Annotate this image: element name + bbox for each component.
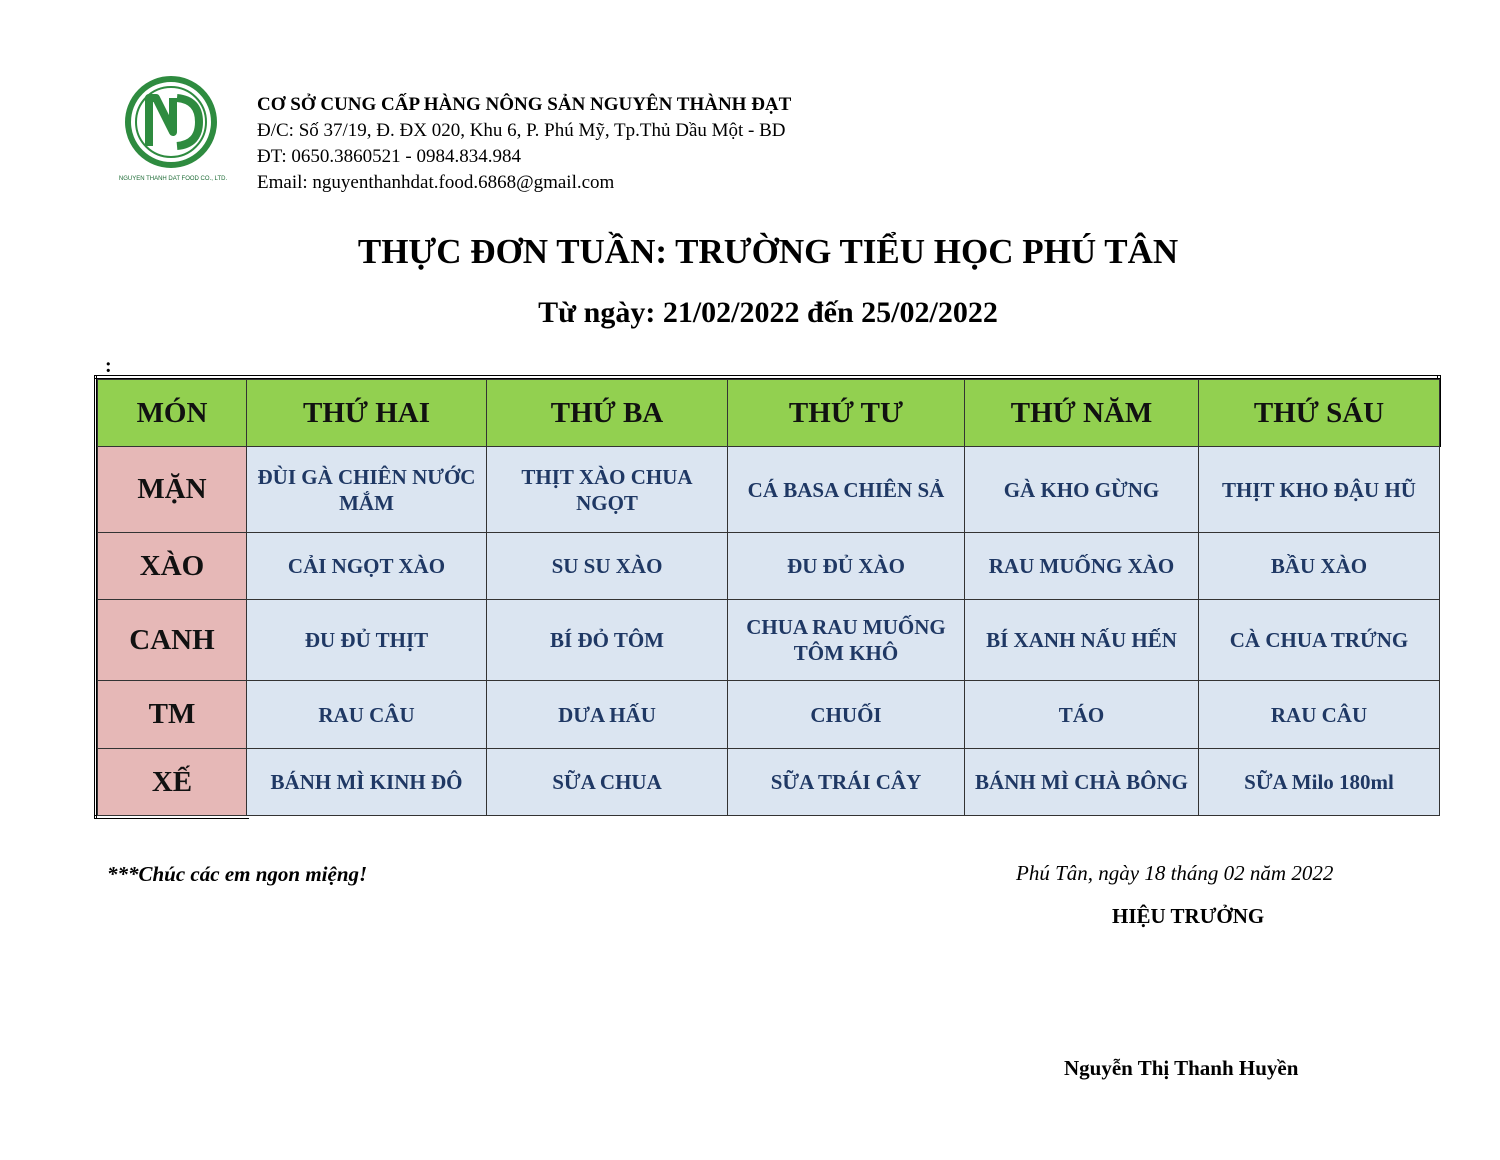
menu-cell: BÁNH MÌ KINH ĐÔ — [247, 749, 487, 816]
company-email: Email: nguyenthanhdat.food.6868@gmail.com — [257, 172, 615, 193]
table-row — [98, 600, 1440, 681]
table-row — [98, 749, 1440, 816]
header-tuesday: THỨ BA — [487, 380, 728, 447]
menu-cell: RAU CÂU — [247, 681, 487, 749]
row-label: XẾ — [98, 749, 247, 816]
company-name: CƠ SỞ CUNG CẤP HÀNG NÔNG SẢN NGUYÊN THÀNH ĐẠT — [257, 94, 792, 115]
menu-cell: GÀ KHO GỪNG — [965, 447, 1199, 533]
menu-title: THỰC ĐƠN TUẦN: TRƯỜNG TIỂU HỌC PHÚ TÂN — [357, 232, 1179, 271]
header-thursday: THỨ NĂM — [965, 380, 1199, 447]
logo-caption: NGUYEN THANH DAT FOOD CO., LTD. — [118, 176, 228, 182]
menu-cell: RAU CÂU — [1199, 681, 1440, 749]
menu-cell: ĐU ĐỦ THỊT — [247, 600, 487, 681]
table-row — [98, 681, 1440, 749]
nd-logo-icon — [125, 76, 217, 168]
header-monday: THỨ HAI — [247, 380, 487, 447]
header-wednesday: THỨ TƯ — [728, 380, 965, 447]
company-address: Đ/C: Số 37/19, Đ. ĐX 020, Khu 6, P. Phú Mỹ, Tp.Thủ Dầu Một - BD — [257, 120, 786, 141]
company-info — [257, 92, 791, 196]
menu-cell: ĐU ĐỦ XÀO — [728, 533, 965, 600]
menu-cell: BẦU XÀO — [1199, 533, 1440, 600]
header-row — [98, 380, 1440, 447]
row-label: TM — [98, 681, 247, 749]
menu-cell: DƯA HẤU — [487, 681, 728, 749]
stray-marker: : — [105, 355, 112, 377]
menu-cell: TÁO — [965, 681, 1199, 749]
menu-cell: CHUA RAU MUỐNG TÔM KHÔ — [728, 600, 965, 681]
row-label: CANH — [98, 600, 247, 681]
table-row — [98, 533, 1440, 600]
menu-cell: SU SU XÀO — [487, 533, 728, 600]
signer-name: Nguyễn Thị Thanh Huyền — [1064, 1056, 1299, 1080]
menu-cell: THỊT XÀO CHUA NGỌT — [487, 447, 728, 533]
menu-cell: CẢI NGỌT XÀO — [247, 533, 487, 600]
menu-cell: CHUỐI — [728, 681, 965, 749]
menu-cell: RAU MUỐNG XÀO — [965, 533, 1199, 600]
place-date: Phú Tân, ngày 18 tháng 02 năm 2022 — [1016, 861, 1334, 885]
header-dish: MÓN — [98, 380, 247, 447]
row-label: XÀO — [98, 533, 247, 600]
closing-wish: ***Chúc các em ngon miệng! — [107, 862, 368, 886]
menu-cell: SỮA TRÁI CÂY — [728, 749, 965, 816]
menu-cell: CÀ CHUA TRỨNG — [1199, 600, 1440, 681]
menu-cell: SỮA CHUA — [487, 749, 728, 816]
menu-cell: SỮA Milo 180ml — [1199, 749, 1440, 816]
menu-cell: BÍ ĐỎ TÔM — [487, 600, 728, 681]
weekly-menu-table — [97, 379, 1440, 816]
menu-cell: BÁNH MÌ CHÀ BÔNG — [965, 749, 1199, 816]
signer-role: HIỆU TRƯỞNG — [1112, 904, 1265, 928]
table-row — [98, 447, 1440, 533]
menu-cell: CÁ BASA CHIÊN SẢ — [728, 447, 965, 533]
menu-cell: ĐÙI GÀ CHIÊN NƯỚC MẮM — [247, 447, 487, 533]
company-phone: ĐT: 0650.3860521 - 0984.834.984 — [257, 146, 521, 167]
company-logo — [108, 76, 238, 188]
header-friday: THỨ SÁU — [1199, 380, 1440, 447]
row-label: MẶN — [98, 447, 247, 533]
menu-cell: THỊT KHO ĐẬU HŨ — [1199, 447, 1440, 533]
menu-cell: BÍ XANH NẤU HẾN — [965, 600, 1199, 681]
date-range: Từ ngày: 21/02/2022 đến 25/02/2022 — [538, 296, 998, 329]
